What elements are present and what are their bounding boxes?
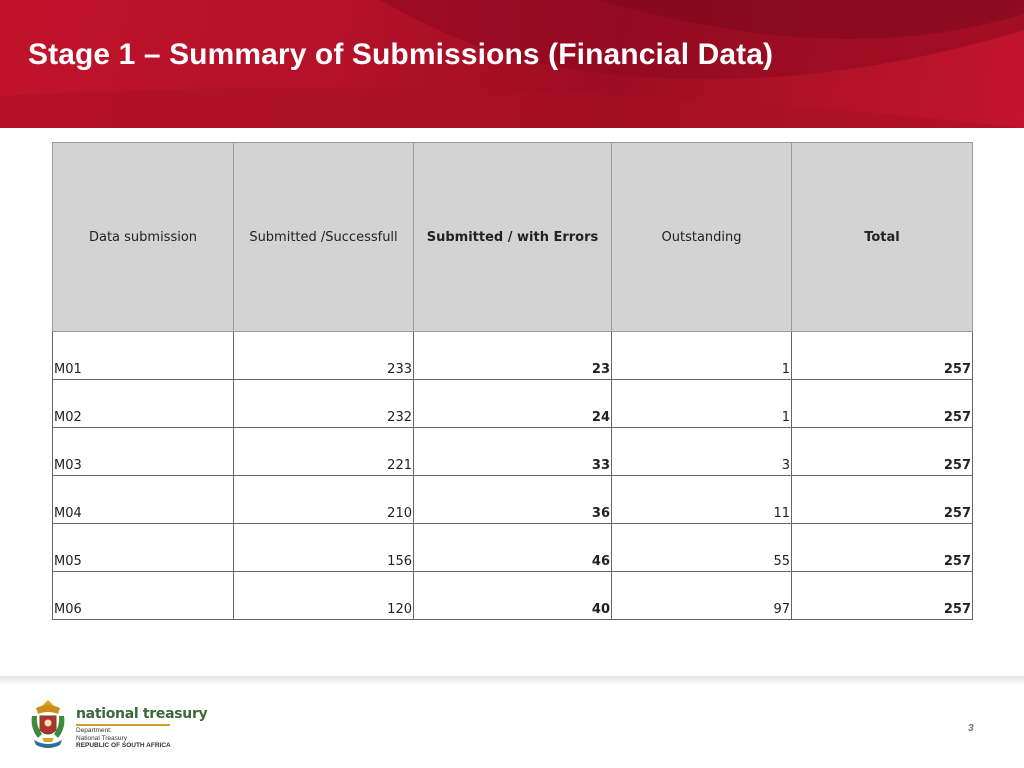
cell-submission: M04 [53,476,234,524]
dept-country: REPUBLIC OF SOUTH AFRICA [76,742,171,749]
cell-submission: M06 [53,572,234,620]
table-row [53,524,973,572]
cell-outstanding: 55 [612,524,792,572]
department-block [76,727,171,750]
table-row [53,572,973,620]
cell-successful: 156 [234,524,414,572]
cell-successful: 210 [234,476,414,524]
coat-of-arms-icon [28,698,68,752]
header-data-submission: Data submission [53,143,234,332]
cell-outstanding: 1 [612,380,792,428]
cell-successful: 221 [234,428,414,476]
footer-divider [0,676,1024,686]
table-row [53,380,973,428]
cell-errors: 33 [414,428,612,476]
cell-outstanding: 11 [612,476,792,524]
cell-errors: 46 [414,524,612,572]
table-row [53,428,973,476]
cell-successful: 233 [234,332,414,380]
cell-outstanding: 97 [612,572,792,620]
cell-outstanding: 1 [612,332,792,380]
cell-total: 257 [792,380,973,428]
cell-outstanding: 3 [612,428,792,476]
cell-submission: M03 [53,428,234,476]
submissions-table [52,142,973,620]
dept-line: National Treasury [76,734,127,742]
brand-underline [76,724,170,726]
cell-errors: 23 [414,332,612,380]
cell-submission: M02 [53,380,234,428]
slide-title: Stage 1 – Summary of Submissions (Financial Data) [28,38,774,71]
cell-submission: M05 [53,524,234,572]
table-header-row [53,143,973,332]
table-row [53,332,973,380]
header-submitted-with-errors: Submitted / with Errors [414,143,612,332]
cell-total: 257 [792,332,973,380]
page-number: 3 [968,723,974,734]
cell-total: 257 [792,428,973,476]
cell-submission: M01 [53,332,234,380]
dept-line: Department: [76,727,112,734]
brand-name: national treasury [76,706,208,722]
cell-successful: 232 [234,380,414,428]
cell-successful: 120 [234,572,414,620]
cell-total: 257 [792,524,973,572]
cell-errors: 36 [414,476,612,524]
header-outstanding: Outstanding [612,143,792,332]
cell-total: 257 [792,476,973,524]
slide-header [0,0,1024,128]
cell-errors: 24 [414,380,612,428]
cell-total: 257 [792,572,973,620]
table-row [53,476,973,524]
header-total: Total [792,143,973,332]
header-submitted-successful: Submitted /Successfull [234,143,414,332]
cell-errors: 40 [414,572,612,620]
